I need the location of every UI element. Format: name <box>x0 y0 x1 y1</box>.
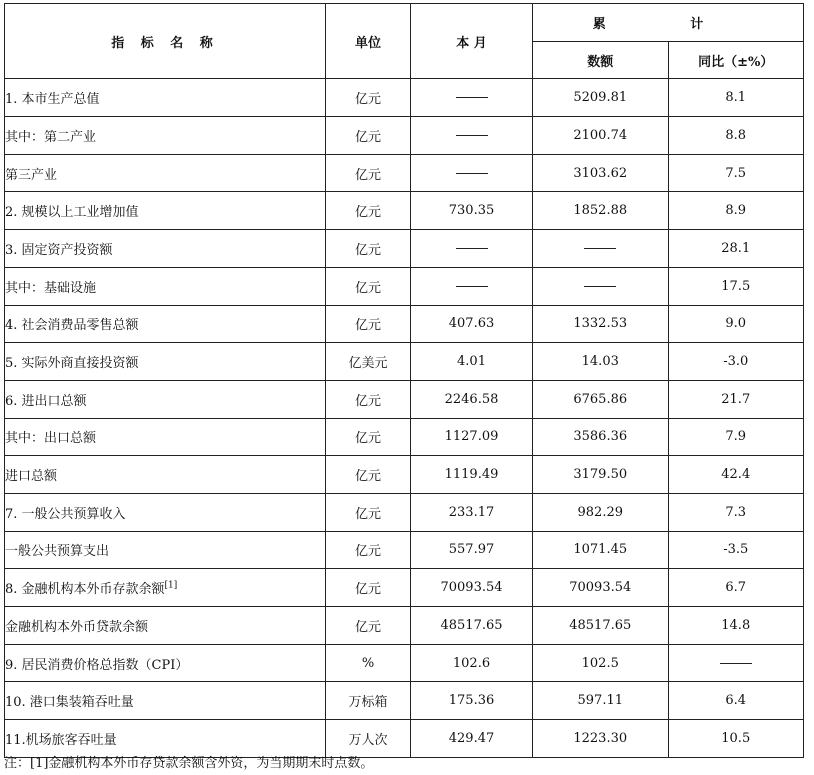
row-cum: 597.11 <box>533 682 669 720</box>
row-month: 2246.58 <box>411 380 533 418</box>
row-yoy: 28.1 <box>668 230 804 268</box>
row-month: 429.47 <box>411 720 533 758</box>
row-unit: 亿元 <box>326 493 411 531</box>
row-unit: 亿元 <box>326 418 411 456</box>
row-yoy: 9.0 <box>668 305 804 343</box>
row-cum <box>533 230 669 268</box>
row-name: 10. 港口集装箱吞吐量 <box>5 682 326 720</box>
row-month: 730.35 <box>411 192 533 230</box>
statistics-table <box>4 3 804 758</box>
row-unit: 亿元 <box>326 607 411 645</box>
row-name: 7. 一般公共预算收入 <box>5 493 326 531</box>
row-month: 70093.54 <box>411 569 533 607</box>
row-unit: 万标箱 <box>326 682 411 720</box>
row-yoy: 14.8 <box>668 607 804 645</box>
row-yoy: 8.1 <box>668 79 804 117</box>
row-cum: 3179.50 <box>533 456 669 494</box>
row-month <box>411 267 533 305</box>
row-name: 2. 规模以上工业增加值 <box>5 192 326 230</box>
table-row <box>5 456 804 494</box>
row-yoy: -3.0 <box>668 343 804 381</box>
row-yoy: 7.5 <box>668 154 804 192</box>
dash-mark <box>584 248 616 249</box>
dash-mark <box>456 173 488 174</box>
row-unit: 亿元 <box>326 192 411 230</box>
row-yoy: 7.3 <box>668 493 804 531</box>
table-row <box>5 531 804 569</box>
header-row-1 <box>5 4 804 42</box>
dash-mark <box>456 97 488 98</box>
row-cum: 1223.30 <box>533 720 669 758</box>
row-name: 3. 固定资产投资额 <box>5 230 326 268</box>
row-cum: 3586.36 <box>533 418 669 456</box>
row-month: 4.01 <box>411 343 533 381</box>
table-row <box>5 644 804 682</box>
header-month: 本 月 <box>411 4 533 79</box>
row-month: 175.36 <box>411 682 533 720</box>
row-unit: 亿元 <box>326 380 411 418</box>
table-row <box>5 418 804 456</box>
table-row <box>5 569 804 607</box>
row-name: 其中：第二产业 <box>5 117 326 155</box>
table-row <box>5 154 804 192</box>
row-yoy: 8.9 <box>668 192 804 230</box>
row-name: 其中：出口总额 <box>5 418 326 456</box>
dash-mark <box>720 663 752 664</box>
table-row <box>5 682 804 720</box>
row-month: 557.97 <box>411 531 533 569</box>
row-cum: 1332.53 <box>533 305 669 343</box>
table-row <box>5 607 804 645</box>
row-month: 48517.65 <box>411 607 533 645</box>
header-cum-amount: 数额 <box>533 41 669 79</box>
row-name: 4. 社会消费品零售总额 <box>5 305 326 343</box>
table-row <box>5 343 804 381</box>
header-indicator-name: 指 标 名 称 <box>5 4 326 79</box>
row-unit: 亿元 <box>326 230 411 268</box>
row-name: 其中：基础设施 <box>5 267 326 305</box>
row-cum: 982.29 <box>533 493 669 531</box>
row-unit: 亿元 <box>326 569 411 607</box>
row-unit: 亿元 <box>326 154 411 192</box>
row-yoy: 8.8 <box>668 117 804 155</box>
row-yoy: -3.5 <box>668 531 804 569</box>
dash-mark <box>456 248 488 249</box>
footnote: 注：[1]金融机构本外币存贷款余额含外资，为当期期末时点数。 <box>4 756 374 771</box>
row-name: 一般公共预算支出 <box>5 531 326 569</box>
row-yoy: 10.5 <box>668 720 804 758</box>
row-name: 11.机场旅客吞吐量 <box>5 720 326 758</box>
header-unit: 单位 <box>326 4 411 79</box>
row-month: 407.63 <box>411 305 533 343</box>
dash-mark <box>456 135 488 136</box>
dash-mark <box>456 286 488 287</box>
row-yoy: 7.9 <box>668 418 804 456</box>
row-cum: 6765.86 <box>533 380 669 418</box>
row-cum: 48517.65 <box>533 607 669 645</box>
row-name <box>5 569 326 607</box>
row-cum: 5209.81 <box>533 79 669 117</box>
row-month: 1127.09 <box>411 418 533 456</box>
table-row <box>5 117 804 155</box>
row-unit: 亿元 <box>326 79 411 117</box>
row-month <box>411 154 533 192</box>
row-yoy: 21.7 <box>668 380 804 418</box>
table-row <box>5 230 804 268</box>
row-cum: 3103.62 <box>533 154 669 192</box>
footnote-marker: [1] <box>164 580 178 591</box>
row-unit: % <box>326 644 411 682</box>
table-row <box>5 380 804 418</box>
row-unit: 亿元 <box>326 267 411 305</box>
row-unit: 亿元 <box>326 531 411 569</box>
row-yoy: 6.7 <box>668 569 804 607</box>
row-name: 金融机构本外币贷款余额 <box>5 607 326 645</box>
table-row <box>5 192 804 230</box>
row-name: 第三产业 <box>5 154 326 192</box>
row-month: 233.17 <box>411 493 533 531</box>
row-month: 102.6 <box>411 644 533 682</box>
row-name: 进口总额 <box>5 456 326 494</box>
row-name: 9. 居民消费价格总指数（CPI） <box>5 644 326 682</box>
row-yoy <box>668 644 804 682</box>
row-unit: 万人次 <box>326 720 411 758</box>
row-cum: 2100.74 <box>533 117 669 155</box>
table-row <box>5 493 804 531</box>
row-cum: 14.03 <box>533 343 669 381</box>
table-row <box>5 305 804 343</box>
row-name: 5. 实际外商直接投资额 <box>5 343 326 381</box>
row-yoy: 17.5 <box>668 267 804 305</box>
row-month <box>411 230 533 268</box>
row-cum: 70093.54 <box>533 569 669 607</box>
row-unit: 亿元 <box>326 456 411 494</box>
dash-mark <box>584 286 616 287</box>
row-yoy: 42.4 <box>668 456 804 494</box>
row-month: 1119.49 <box>411 456 533 494</box>
row-yoy: 6.4 <box>668 682 804 720</box>
row-cum <box>533 267 669 305</box>
row-unit: 亿元 <box>326 117 411 155</box>
row-cum: 1852.88 <box>533 192 669 230</box>
table-row <box>5 267 804 305</box>
header-cum-yoy: 同比（±%） <box>668 41 804 79</box>
table-row <box>5 79 804 117</box>
row-name-text: 8. 金融机构本外币存款余额 <box>5 582 165 598</box>
row-cum: 1071.45 <box>533 531 669 569</box>
row-name: 6. 进出口总额 <box>5 380 326 418</box>
row-unit: 亿美元 <box>326 343 411 381</box>
row-name: 1. 本市生产总值 <box>5 79 326 117</box>
row-month <box>411 117 533 155</box>
header-cumulative: 累 计 <box>533 4 804 42</box>
row-unit: 亿元 <box>326 305 411 343</box>
row-month <box>411 79 533 117</box>
row-cum: 102.5 <box>533 644 669 682</box>
